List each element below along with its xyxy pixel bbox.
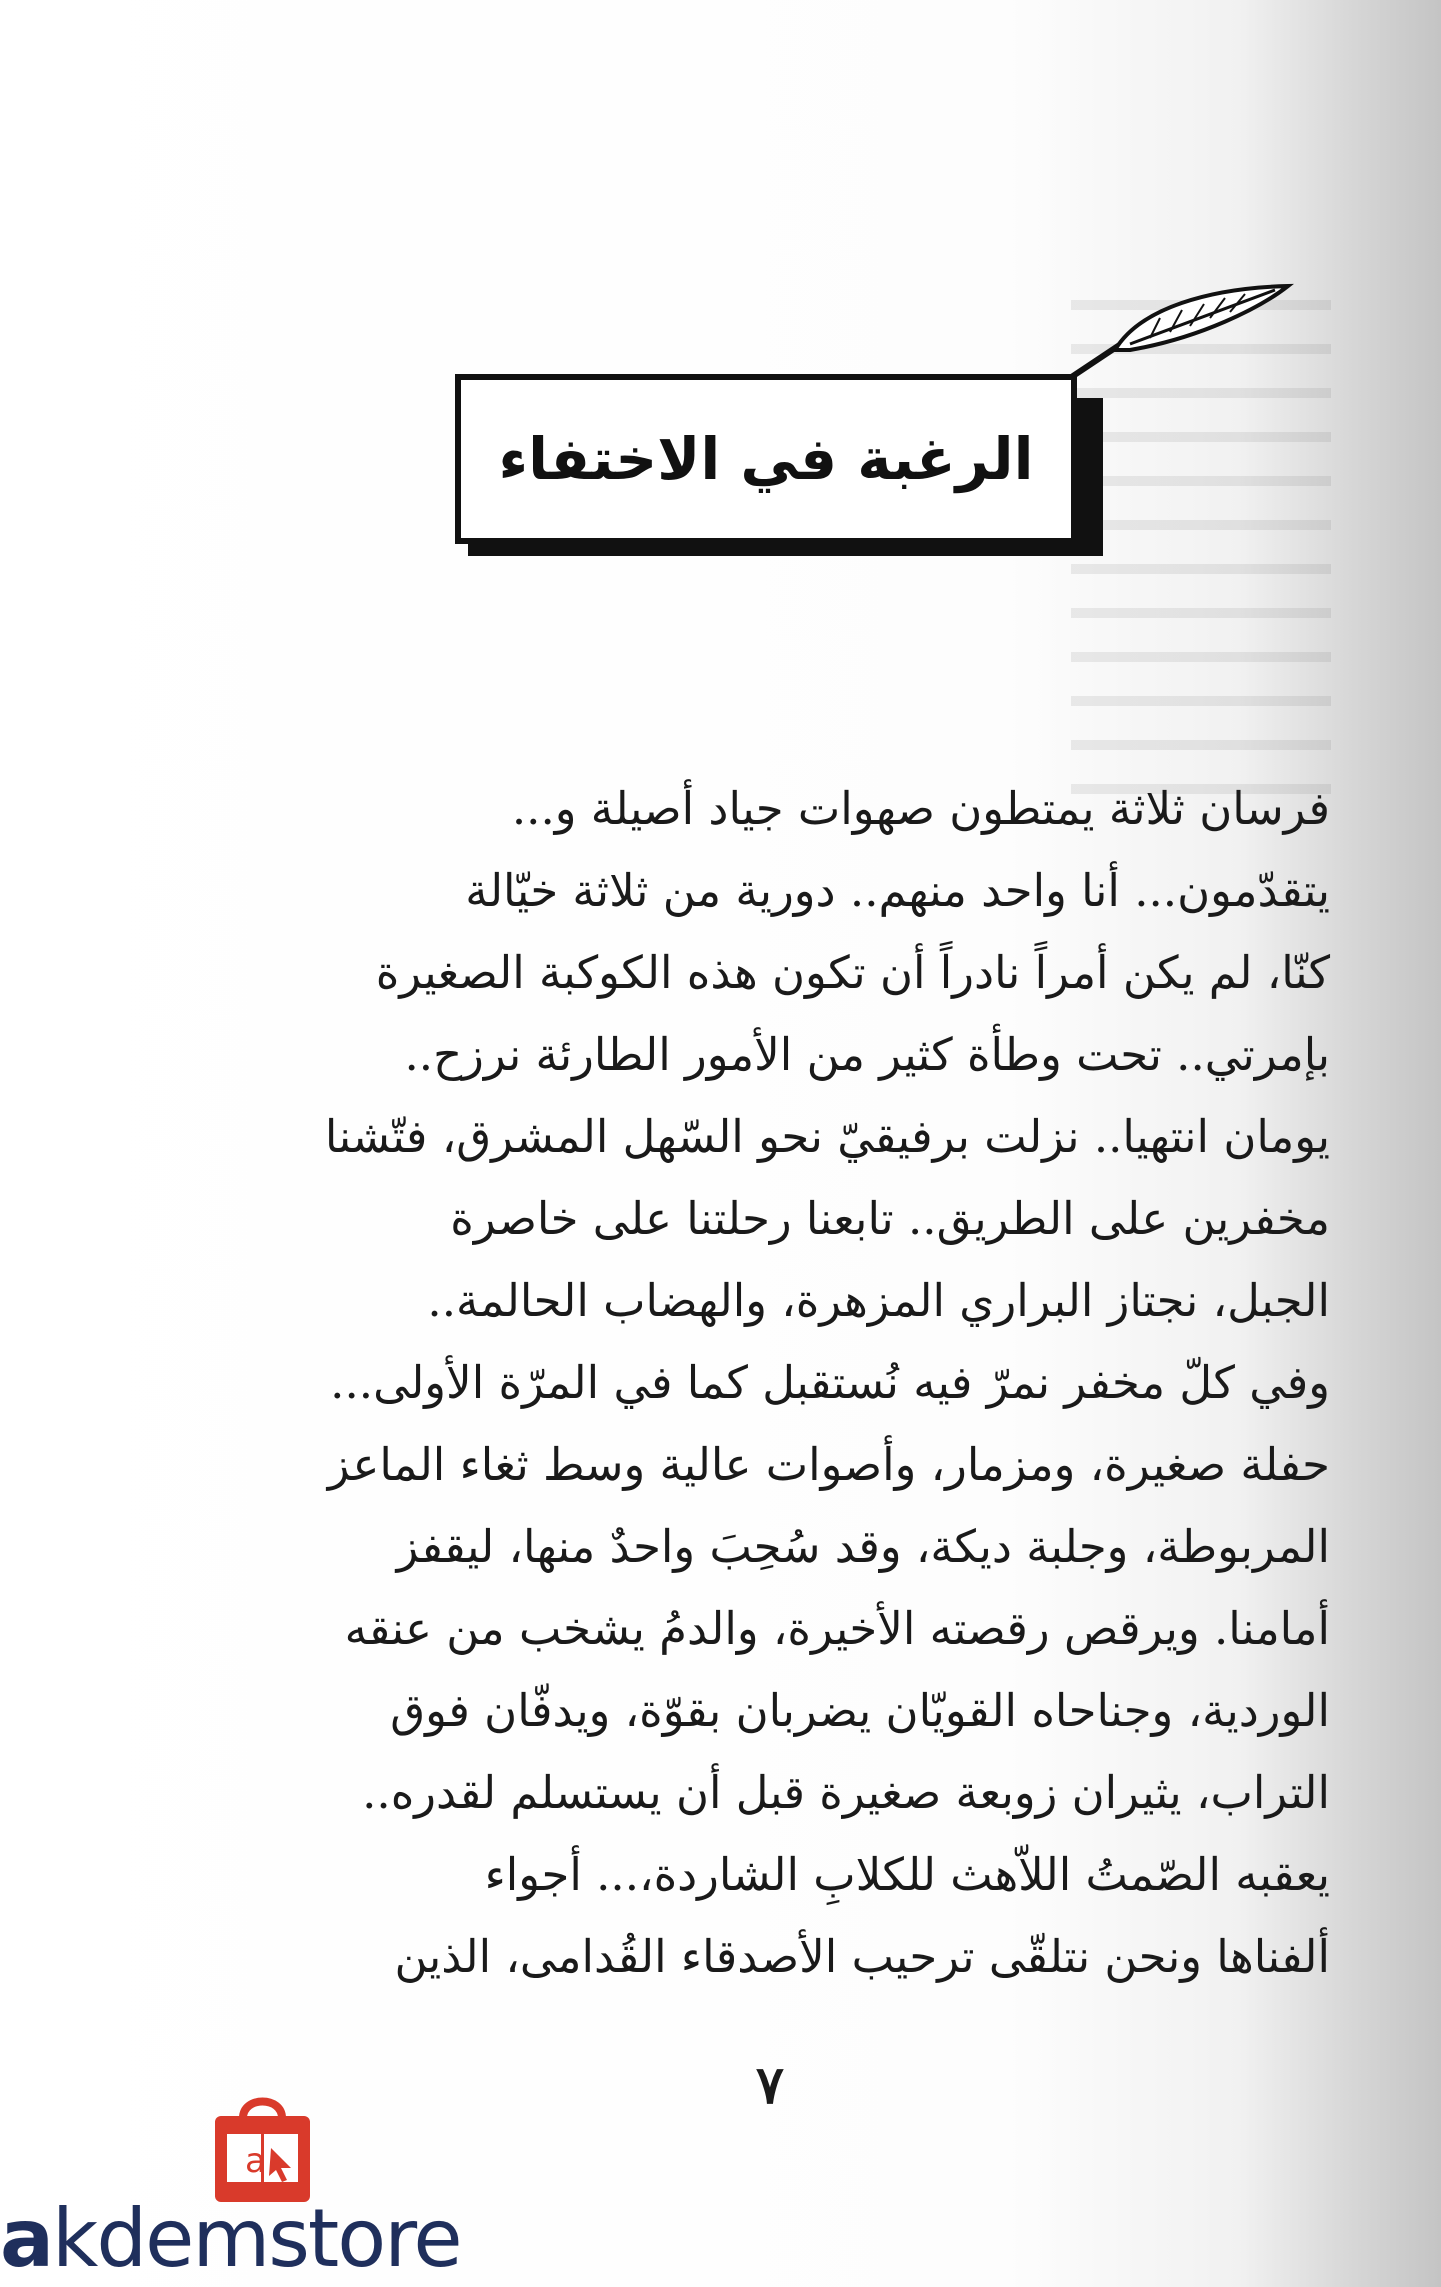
chapter-body [225,768,1330,1998]
body-line: يتقدّمون... أنا واحد منهم.. دورية من ثلاثة خيّالة [465,864,1330,917]
body-line: يومان انتهيا.. نزلت برفيقيّ نحو السّهل المشرق، فتّشنا [324,1110,1330,1163]
body-line: وفي كلّ مخفر نمرّ فيه نُستقبل كما في المرّة الأولى... [330,1356,1330,1409]
watermark-logo [0,2192,540,2285]
watermark-logo-rest: kdemstore [51,2192,461,2285]
body-line: يعقبه الصّمتُ اللاّهث للكلابِ الشاردة،... أجواء [484,1848,1330,1901]
svg-text:a: a [245,2141,266,2181]
body-line: فرسان ثلاثة يمتطون صهوات جياد أصيلة و... [511,782,1330,835]
body-line: كنّا، لم يكن أمراً نادراً أن تكون هذه الكوكبة الصغيرة [375,946,1330,999]
chapter-title: الرغبة في الاختفاء [498,425,1034,493]
shopping-bag-book-icon [205,2088,320,2208]
body-line: أمامنا. ويرقص رقصته الأخيرة، والدمُ يشخب من عنقه [344,1602,1330,1655]
body-line: ألفناها ونحن نتلقّى ترحيب الأصدقاء القُدامى، الذين [394,1930,1330,1983]
watermark-logo-a: a [0,2192,52,2285]
body-line: حفلة صغيرة، ومزمار، وأصوات عالية وسط ثغاء الماعز [327,1438,1330,1491]
page-number: ٧ [756,2055,784,2116]
body-line: المربوطة، وجلبة ديكة، وقد سُحِبَ واحدٌ منها، ليقفز [396,1520,1330,1573]
body-line: مخفرين على الطريق.. تابعنا رحلتنا على خاصرة [450,1192,1330,1245]
body-line: التراب، يثيران زوبعة صغيرة قبل أن يستسلم لقدره.. [362,1766,1330,1819]
body-line: الجبل، نجتاز البراري المزهرة، والهضاب الحالمة.. [427,1274,1330,1327]
chapter-title-box [455,374,1077,544]
body-line: الوردية، وجناحاه القويّان يضربان بقوّة، ويدفّان فوق [390,1684,1330,1737]
body-line: بإمرتي.. تحت وطأة كثير من الأمور الطارئة نرزح.. [404,1028,1330,1081]
quill-feather-icon [1060,268,1300,388]
